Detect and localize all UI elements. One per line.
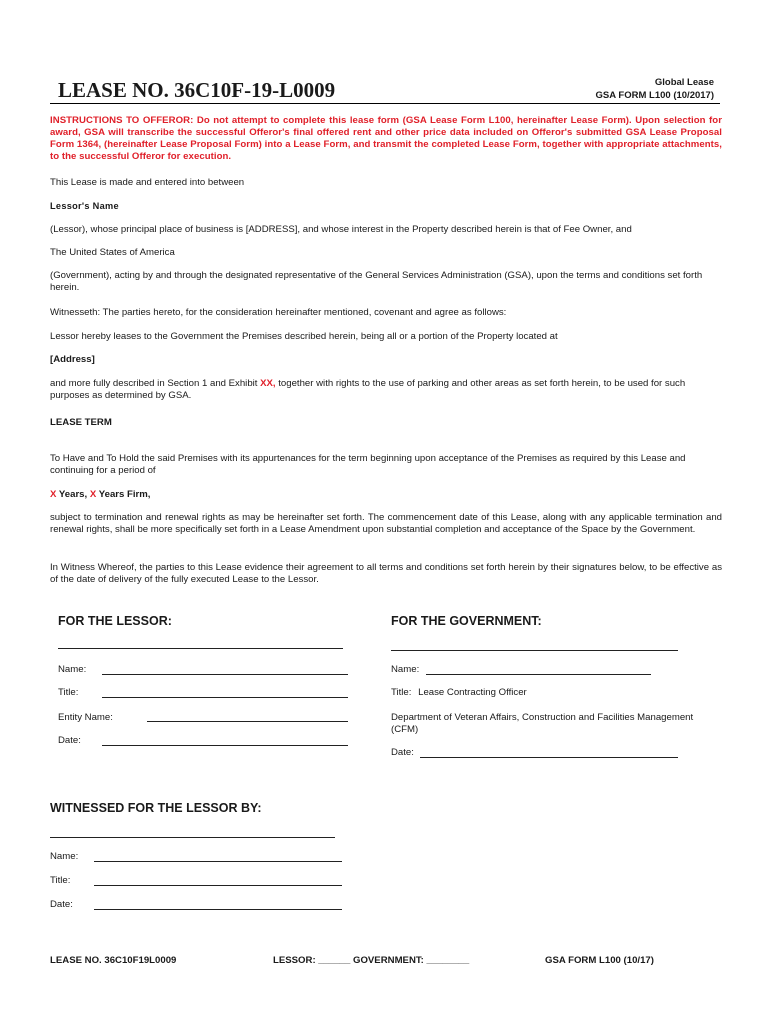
exhibit-placeholder: XX, <box>260 378 276 389</box>
witness-signature-heading: WITNESSED FOR THE LESSOR BY: <box>50 801 262 815</box>
witness-title-label: Title: <box>50 875 71 886</box>
government-name-label: Name: <box>391 664 420 675</box>
lessor-entity-line[interactable] <box>147 721 348 722</box>
witnesseth-paragraph <box>50 307 722 319</box>
premises-text-end: together with rights to the use of parking and other areas as set forth herein, to be used for such purposes as determined by GSA. <box>50 378 686 401</box>
property-address-field: [Address] <box>50 354 95 365</box>
government-title-label: Title: <box>391 687 412 698</box>
lessor-title-line[interactable] <box>102 697 348 698</box>
government-name-line[interactable] <box>426 674 651 675</box>
lessor-date-line[interactable] <box>102 745 348 746</box>
government-date-line[interactable] <box>420 757 678 758</box>
witnesseth-text: The parties hereto, for the consideration hereinafter mentioned, covenant and agree as follows: <box>100 307 507 318</box>
term-years-field <box>50 489 722 501</box>
government-signature-line[interactable] <box>391 650 678 651</box>
footer-lease-number: LEASE NO. 36C10F19L0009 <box>50 955 177 966</box>
term-years-placeholder: X <box>50 489 57 500</box>
firm-years-placeholder: X <box>89 489 97 500</box>
lessor-signature-heading: FOR THE LESSOR: <box>58 614 172 628</box>
footer-initials: LESSOR: ______ GOVERNMENT: ________ <box>273 955 470 966</box>
government-signature-heading: FOR THE GOVERNMENT: <box>391 614 542 628</box>
government-department: Department of Veteran Affairs, Construction and Facilities Management (CFM) <box>391 712 694 735</box>
witness-date-label: Date: <box>50 899 73 910</box>
offeror-instructions: INSTRUCTIONS TO OFFEROR: Do not attempt to complete this lease form (GSA Lease Form L100, hereinafter Lease Form). Upon selection for award, GSA will transcribe the successful Offeror's final offered rent and other price data included on Offeror's submitted GSA Lease Proposal Form 1364, (hereinafter Lease Proposal Form) into a Lease Form, and transmit the completed Lease Form, together with appropriate attachments, to the successful Offeror for execution. <box>50 115 722 162</box>
lessor-description-text: (Lessor), whose principal place of business is [ADDRESS], and whose interest in the Property described herein is that of Fee Owner, and <box>50 224 632 235</box>
witness-signature-line[interactable] <box>50 837 335 838</box>
witness-title-line[interactable] <box>94 885 342 886</box>
form-name-label: GSA FORM L100 (10/2017) <box>595 90 714 101</box>
lessors-name-field: Lessor's Name <box>50 201 119 211</box>
lessor-title-label: Title: <box>58 687 79 698</box>
lessor-signature-line[interactable] <box>58 648 343 649</box>
lessor-entity-label: Entity Name: <box>58 712 113 723</box>
premises-text-start: and more fully described in Section 1 and Exhibit <box>50 378 261 389</box>
footer-form-name: GSA FORM L100 (10/17) <box>545 955 654 966</box>
witness-date-line[interactable] <box>94 909 342 910</box>
government-title-value: Lease Contracting Officer <box>418 687 527 698</box>
lease-term-text: To Have and To Hold the said Premises with its appurtenances for the term beginning upon acceptance of the Premises as required by this Lease and continuing for a period of <box>50 453 686 476</box>
document-header <box>50 76 720 106</box>
lease-term-heading: LEASE TERM <box>50 417 112 428</box>
header-divider <box>50 103 720 104</box>
witness-name-label: Name: <box>50 851 79 862</box>
government-party-text: The United States of America <box>50 247 175 258</box>
government-description-text: (Government), acting by and through the designated representative of the General Services Administration (GSA), upon the terms and conditions set forth herein. <box>50 270 703 293</box>
termination-renewal-text: subject to termination and renewal rights as may be hereinafter set forth. The commencement date of this Lease, along with any applicable termination and renewal rights, shall be more specifically set forth in a Lease Amendment upon substantial completion and acceptance of the Space by the Government. <box>50 512 722 535</box>
lessor-name-label: Name: <box>58 664 87 675</box>
witness-name-line[interactable] <box>94 861 342 862</box>
government-title-row <box>391 687 527 698</box>
firm-years-label: Years Firm, <box>96 489 151 500</box>
lease-number-title: LEASE NO. 36C10F-19-L0009 <box>58 78 336 102</box>
global-lease-label: Global Lease <box>654 77 714 88</box>
government-date-label: Date: <box>391 747 414 758</box>
form-identifier <box>596 76 714 102</box>
premises-description-paragraph <box>50 378 722 402</box>
lease-intro-text: This Lease is made and entered into between <box>50 177 245 188</box>
term-years-label: Years, <box>56 489 90 500</box>
lessor-date-label: Date: <box>58 735 81 746</box>
in-witness-whereof-text: In Witness Whereof, the parties to this Lease evidence their agreement to all terms and conditions set forth herein by their signatures below, to be effective as of the date of delivery of the fully executed Lease to the Lessor. <box>50 562 722 585</box>
lessor-name-line[interactable] <box>102 674 348 675</box>
premises-lease-text: Lessor hereby leases to the Government the Premises described herein, being all or a portion of the Property located at <box>50 331 558 342</box>
witnesseth-label: Witnesseth: <box>50 307 101 318</box>
